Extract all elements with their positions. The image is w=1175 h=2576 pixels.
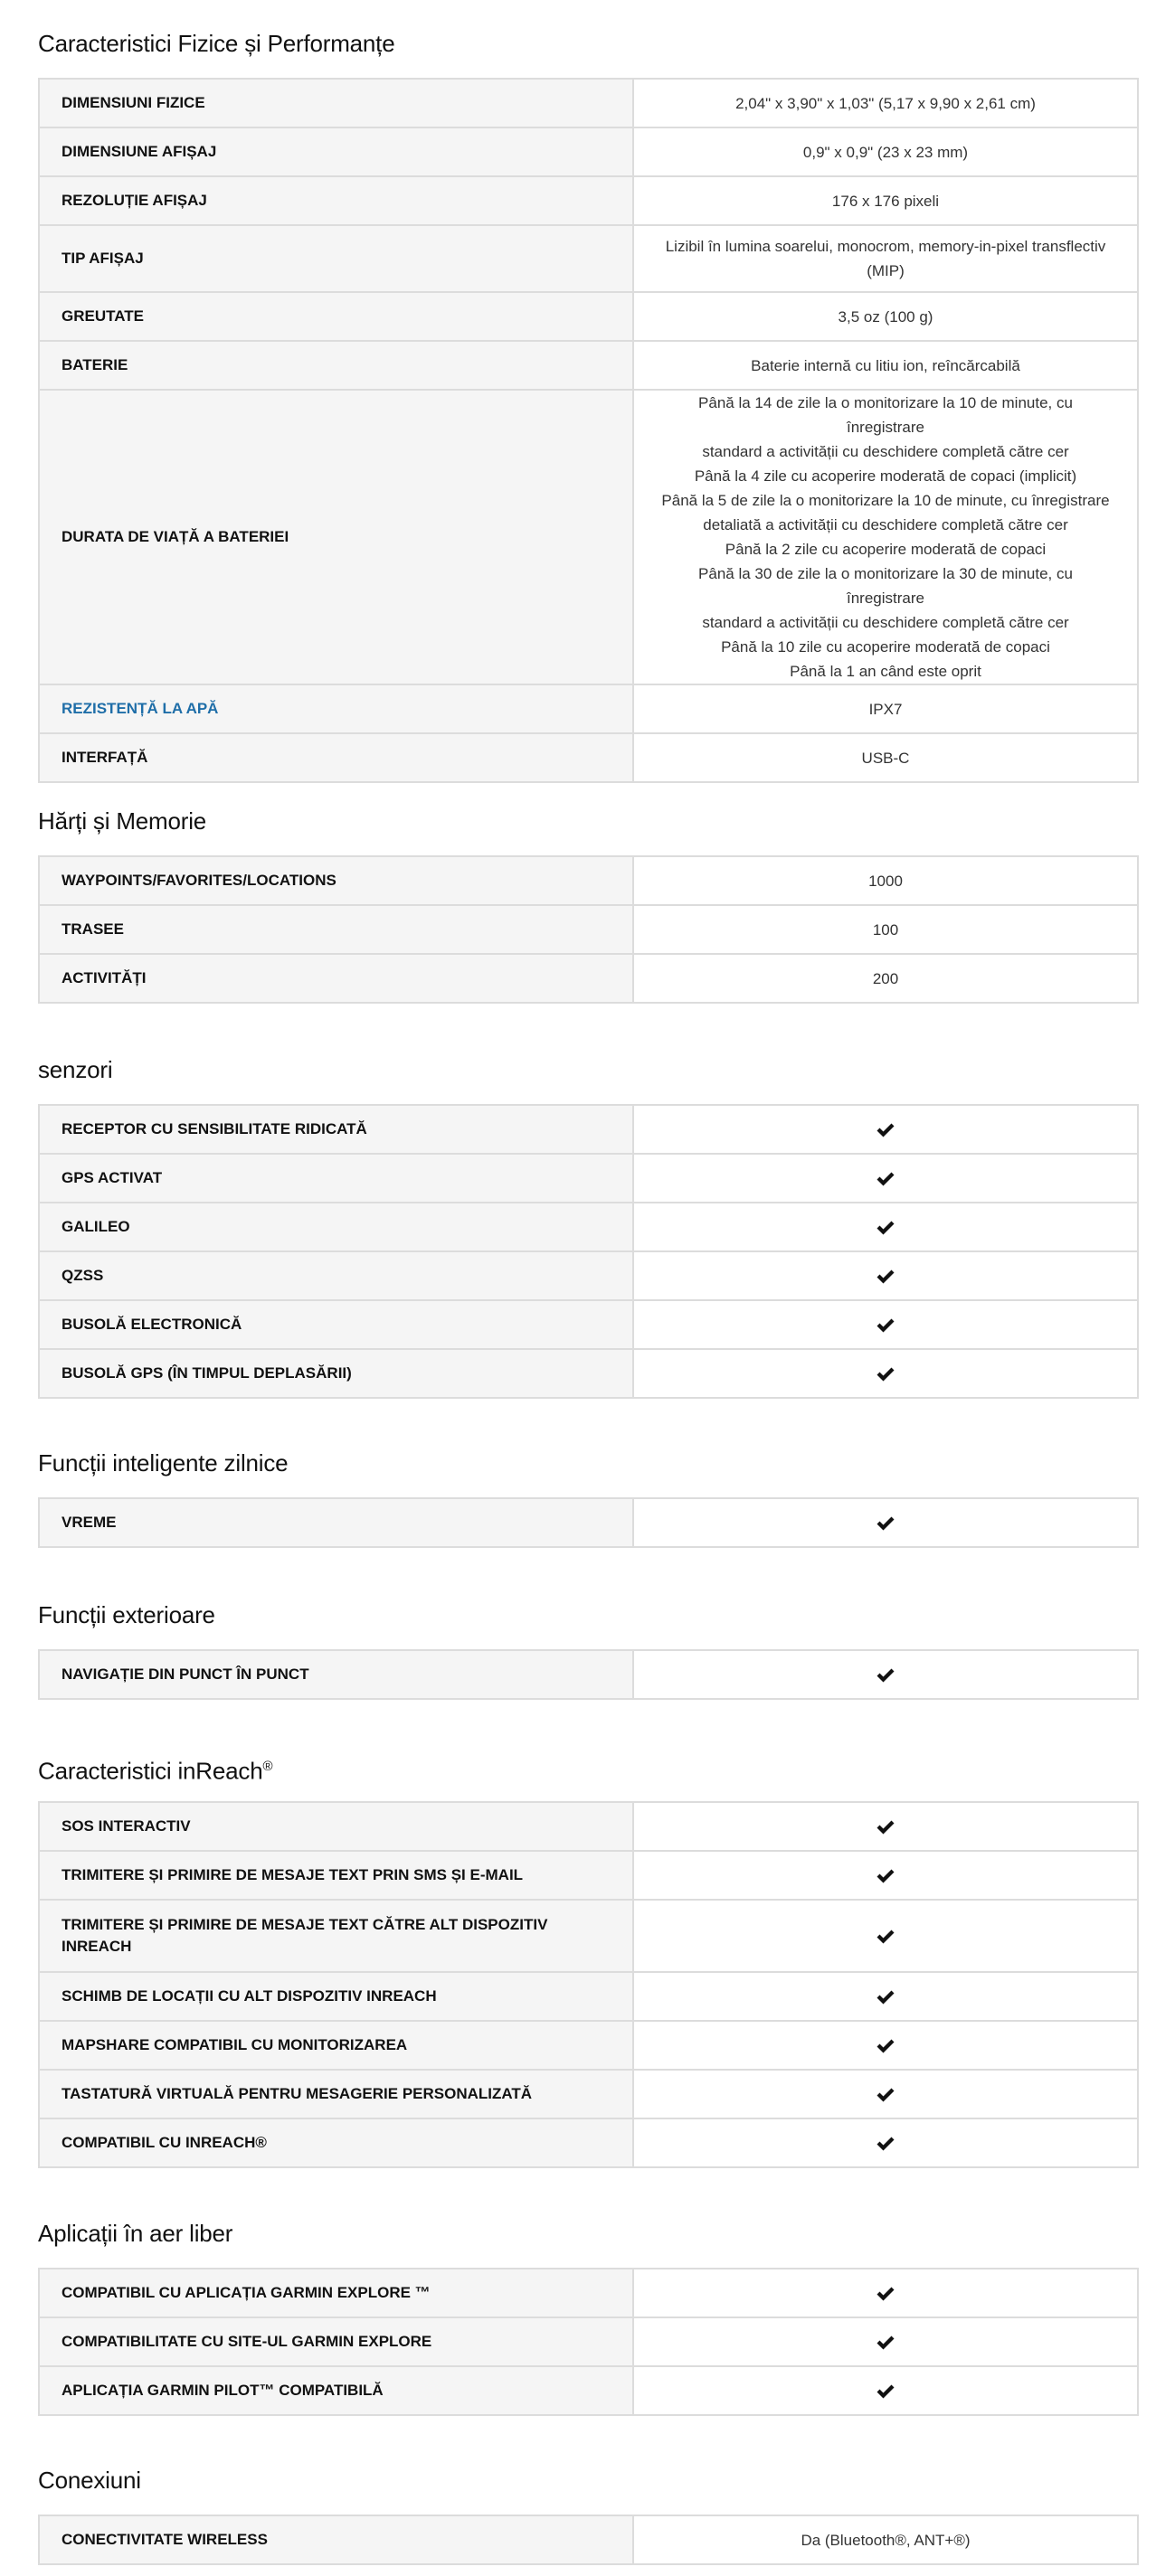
table-row [39,1203,1138,1251]
checkmark-icon [876,2136,895,2152]
table-row [39,390,1138,684]
table-row [39,1650,1138,1699]
spec-label: TRIMITERE ȘI PRIMIRE DE MESAJE TEXT PRIN SMS ȘI E-MAIL [39,1851,633,1900]
spec-label: MAPSHARE COMPATIBIL CU MONITORIZAREA [39,2021,633,2070]
section-title [38,1750,1139,1783]
spec-value [633,1300,1138,1349]
spec-value-line: standard a activității cu deschidere completă către cer [702,614,1069,631]
section-title-text: Caracteristici inReach [38,1757,263,1785]
checkmark-icon [876,1989,895,2005]
table-row [39,1349,1138,1398]
checkmark-icon [876,1929,895,1945]
spec-value: 200 [633,954,1138,1003]
spec-label: SCHIMB DE LOCAȚII CU ALT DISPOZITIV INREACH [39,1972,633,2021]
spec-label: BUSOLĂ ELECTRONICĂ [39,1300,633,1349]
spec-value [633,1851,1138,1900]
table-row [39,292,1138,341]
spec-label [39,1900,633,1972]
spec-value-line: Până la 30 de zile la o monitorizare la 30 de minute, cu înregistrare [698,565,1073,607]
table-row [39,2021,1138,2070]
spec-label: RECEPTOR CU SENSIBILITATE RIDICATĂ [39,1105,633,1154]
section-title-text: Funcții exterioare [38,1601,215,1628]
section-title-text: Hărți și Memorie [38,807,207,835]
table-row [39,341,1138,390]
spec-value [633,2118,1138,2167]
table-row [39,1300,1138,1349]
spec-value: 3,5 oz (100 g) [633,292,1138,341]
table-row [39,2070,1138,2118]
section-title [38,1447,1139,1479]
section-title [38,2464,1139,2496]
spec-value: 100 [633,905,1138,954]
spec-label: COMPATIBIL CU APLICAȚIA GARMIN EXPLORE ™ [39,2269,633,2317]
spec-label: DURATA DE VIAȚĂ A BATERIEI [39,390,633,684]
table-row [39,1972,1138,2021]
spec-value [633,2021,1138,2070]
table-row [39,2269,1138,2317]
section-title-text: Funcții inteligente zilnice [38,1449,289,1477]
section-title [38,805,1139,837]
section-title [38,1599,1139,1631]
spec-label-link[interactable]: REZISTENȚĂ LA APĂ [39,684,633,733]
spec-value: 2,04" x 3,90" x 1,03" (5,17 x 9,90 x 2,61 cm) [633,79,1138,127]
checkmark-icon [876,1122,895,1138]
table-row [39,1105,1138,1154]
spec-value: IPX7 [633,684,1138,733]
spec-table [38,1649,1139,1700]
spec-label: COMPATIBILITATE CU SITE-UL GARMIN EXPLORE [39,2317,633,2366]
checkmark-icon [876,1366,895,1382]
section-caracteristici-inreach [38,1750,1139,2168]
checkmark-icon [876,1819,895,1835]
spec-label: REZOLUȚIE AFIȘAJ [39,176,633,225]
table-row [39,2317,1138,2366]
table-row [39,733,1138,782]
section-senzori [38,1053,1139,1399]
spec-label: WAYPOINTS/FAVORITES/LOCATIONS [39,856,633,905]
table-row [39,176,1138,225]
spec-value [633,1498,1138,1547]
spec-label: VREME [39,1498,633,1547]
spec-label-line: TRIMITERE ȘI PRIMIRE DE MESAJE TEXT CĂTRE ALT DISPOZITIV [62,1916,548,1933]
spec-label: APLICAȚIA GARMIN PILOT™ COMPATIBILĂ [39,2366,633,2415]
spec-value [633,1203,1138,1251]
spec-value [633,1802,1138,1851]
spec-label: NAVIGAȚIE DIN PUNCT ÎN PUNCT [39,1650,633,1699]
spec-label: ACTIVITĂȚI [39,954,633,1003]
spec-value: Da (Bluetooth®, ANT+®) [633,2515,1138,2564]
section-functii-inteligente-zilnice [38,1447,1139,1548]
section-title-text: Caracteristici Fizice și Performanțe [38,30,395,57]
spec-value: 1000 [633,856,1138,905]
spec-value [633,390,1138,684]
spec-label: TIP AFIȘAJ [39,225,633,292]
checkmark-icon [876,1667,895,1684]
section-title-text: Conexiuni [38,2467,141,2494]
spec-label: BATERIE [39,341,633,390]
checkmark-icon [876,1220,895,1236]
spec-value-line: Până la 1 an când este oprit [790,663,981,680]
section-aplicatii-in-aer-liber [38,2217,1139,2416]
spec-label: DIMENSIUNE AFIȘAJ [39,127,633,176]
table-row [39,127,1138,176]
spec-value-line: Până la 2 zile cu acoperire moderată de copaci [725,541,1047,558]
table-row [39,225,1138,292]
spec-table [38,1104,1139,1399]
spec-value: USB-C [633,733,1138,782]
spec-label: INTERFAȚĂ [39,733,633,782]
spec-value [633,225,1138,292]
spec-value [633,2366,1138,2415]
checkmark-icon [876,2286,895,2302]
table-row [39,1154,1138,1203]
spec-value-line: detaliată a activității cu deschidere completă către cer [703,516,1068,533]
table-row [39,79,1138,127]
spec-label: TASTATURĂ VIRTUALĂ PENTRU MESAGERIE PERSONALIZATĂ [39,2070,633,2118]
spec-value [633,2070,1138,2118]
table-row [39,2366,1138,2415]
table-row [39,1900,1138,1972]
spec-table [38,855,1139,1004]
spec-value [633,1105,1138,1154]
spec-value [633,1349,1138,1398]
checkmark-icon [876,1317,895,1334]
checkmark-icon [876,1515,895,1532]
spec-value [633,2317,1138,2366]
checkmark-icon [876,2038,895,2054]
spec-value: 0,9" x 0,9" (23 x 23 mm) [633,127,1138,176]
spec-table [38,1801,1139,2168]
spec-value-line: Lizibil în lumina soarelui, monocrom, memory-in-pixel transflectiv [665,238,1106,255]
spec-value [633,1972,1138,2021]
spec-value [633,1251,1138,1300]
table-row [39,1802,1138,1851]
section-title-text: Aplicații în aer liber [38,2220,233,2247]
checkmark-icon [876,2335,895,2351]
section-title [38,27,1139,60]
section-functii-exterioare [38,1599,1139,1700]
spec-label: TRASEE [39,905,633,954]
spec-label: BUSOLĂ GPS (ÎN TIMPUL DEPLASĂRII) [39,1349,633,1398]
table-row [39,684,1138,733]
checkmark-icon [876,2087,895,2103]
spec-value-line: Până la 4 zile cu acoperire moderată de copaci (implicit) [694,467,1077,485]
spec-label: COMPATIBIL CU INREACH® [39,2118,633,2167]
spec-value [633,1650,1138,1699]
table-row [39,1851,1138,1900]
table-row [39,2118,1138,2167]
section-harti-si-memorie [38,805,1139,1004]
table-row [39,2515,1138,2564]
registered-mark: ® [262,1759,273,1774]
section-title-text: senzori [38,1056,113,1083]
spec-value: Baterie internă cu litiu ion, reîncărcabilă [633,341,1138,390]
spec-value-line: standard a activității cu deschidere completă către cer [702,443,1069,460]
spec-value-line: Până la 5 de zile la o monitorizare la 10 de minute, cu înregistrare [661,492,1110,509]
section-conexiuni [38,2464,1139,2565]
spec-value: 176 x 176 pixeli [633,176,1138,225]
table-row [39,905,1138,954]
spec-value-line: (MIP) [867,262,905,279]
checkmark-icon [876,1269,895,1285]
table-row [39,856,1138,905]
spec-label-line: INREACH [62,1938,132,1955]
spec-value [633,2269,1138,2317]
spec-table [38,2515,1139,2565]
spec-label: GPS ACTIVAT [39,1154,633,1203]
spec-label: CONECTIVITATE WIRELESS [39,2515,633,2564]
spec-table [38,1497,1139,1548]
table-row [39,1498,1138,1547]
checkmark-icon [876,1171,895,1187]
spec-label: GREUTATE [39,292,633,341]
spec-label: QZSS [39,1251,633,1300]
spec-label: GALILEO [39,1203,633,1251]
spec-table [38,78,1139,783]
spec-value [633,1900,1138,1972]
section-title [38,2217,1139,2250]
section-title [38,1053,1139,1086]
section-caracteristici-fizice-si-performante [38,27,1139,783]
spec-value [633,1154,1138,1203]
spec-label: SOS INTERACTIV [39,1802,633,1851]
spec-value-line: Până la 14 de zile la o monitorizare la 10 de minute, cu înregistrare [698,394,1073,436]
checkmark-icon [876,2383,895,2400]
checkmark-icon [876,1868,895,1884]
table-row [39,1251,1138,1300]
table-row [39,954,1138,1003]
spec-value-line: Până la 10 zile cu acoperire moderată de copaci [721,638,1050,656]
spec-table [38,2268,1139,2416]
spec-label: DIMENSIUNI FIZICE [39,79,633,127]
